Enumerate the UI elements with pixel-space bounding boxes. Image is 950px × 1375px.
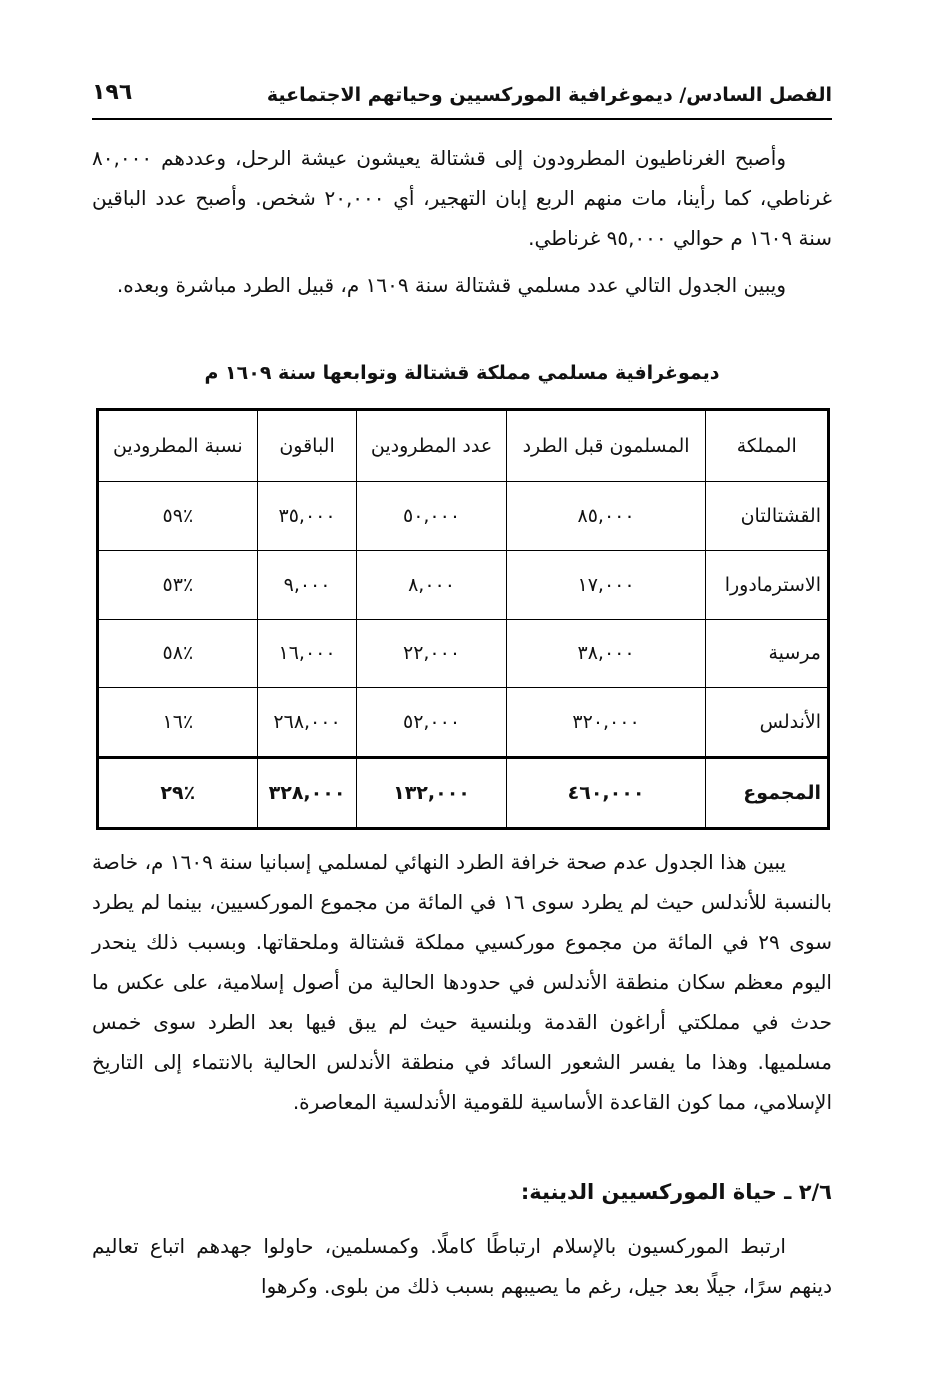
table-header-row [98,410,829,482]
cell-muslims-before: ١٧,٠٠٠ [506,550,706,619]
table-caption: ديموغرافية مسلمي مملكة قشتالة وتوابعها سنة ١٦٠٩ م [204,362,720,384]
header-kingdom: المملكة [706,410,829,482]
cell-kingdom: الأندلس [706,688,829,758]
table-row [98,550,829,619]
header-expelled: عدد المطرودين [357,410,506,482]
cell-remaining: ١٦,٠٠٠ [257,619,357,688]
cell-kingdom: القشتالتان [706,482,829,551]
cell-muslims-before: ٣٢٠,٠٠٠ [506,688,706,758]
table-row [98,482,829,551]
analysis-paragraph: يبين هذا الجدول عدم صحة خرافة الطرد النهائي لمسلمي إسبانيا سنة ١٦٠٩ م، خاصة بالنسبة للأندلس حيث لم يطرد سوى ١٦ في المائة من مجموع الموركسيين، بينما لم يطرد سوى ٢٩ في المائة من مجموع موركسيي مملكة قشتالة وملحقاتها. وبسبب ذلك ينحدر اليوم معظم سكان منطقة الأندلس في حدودها الحالية من أصول إسلامية، على عكس ما حدث في مملكتي أراغون القدمة وبلنسية حيث لم يبق فيها بعد الطرد سوى خمس مسلميها. وهذا ما يفسر الشعور السائد في منطقة الأندلس الحالية بالانتماء إلى التاريخ الإسلامي، مما كون القاعدة الأساسية للقومية الأندلسية المعاصرة. [92,850,832,1114]
cell-muslims-before: ٨٥,٠٠٠ [506,482,706,551]
cell-kingdom: الاسترمادورا [706,550,829,619]
intro-paragraph-1: وأصبح الغرناطيون المطرودون إلى قشتالة يعيشون عيشة الرحل، وعددهم ٨٠,٠٠٠ غرناطي، كما رأينا، مات منهم الربع إبان التهجير، أي ٢٠,٠٠٠ شخص. وأصبح عدد الباقين سنة ١٦٠٩ م حوالي ٩٥,٠٠٠ غرناطي. [92,146,832,250]
cell-remaining: ٢٦٨,٠٠٠ [257,688,357,758]
cell-total-expelled: ١٣٢,٠٠٠ [357,758,506,829]
demography-table [96,408,830,830]
header-muslims-before: المسلمون قبل الطرد [506,410,706,482]
cell-expelled-percent: ٪٥٩ [98,482,258,551]
cell-total-muslims-before: ٤٦٠,٠٠٠ [506,758,706,829]
table-row [98,619,829,688]
cell-expelled: ٨,٠٠٠ [357,550,506,619]
cell-total-remaining: ٣٢٨,٠٠٠ [257,758,357,829]
cell-remaining: ٩,٠٠٠ [257,550,357,619]
table-total-row [98,758,829,829]
running-header [92,82,832,120]
cell-remaining: ٣٥,٠٠٠ [257,482,357,551]
cell-muslims-before: ٣٨,٠٠٠ [506,619,706,688]
header-remaining: الباقون [257,410,357,482]
cell-expelled: ٢٢,٠٠٠ [357,619,506,688]
cell-total-expelled-percent: ٪٢٩ [98,758,258,829]
header-expelled-percent: نسبة المطرودين [98,410,258,482]
cell-expelled-percent: ٪٥٨ [98,619,258,688]
section-paragraph: ارتبط الموركسيون بالإسلام ارتباطًا كاملًا. وكمسلمين، حاولوا جهدهم اتباع تعاليم دينهم سرًا، جيلًا بعد جيل، رغم ما يصيبهم بسبب ذلك من بلوى. وكرهوا [92,1234,832,1298]
cell-kingdom: مرسية [706,619,829,688]
cell-total-label: المجموع [706,758,829,829]
intro-paragraph-2: ويبين الجدول التالي عدد مسلمي قشتالة سنة ١٦٠٩ م، قبيل الطرد مباشرة وبعده. [116,273,786,297]
cell-expelled: ٥٠,٠٠٠ [357,482,506,551]
cell-expelled-percent: ٪١٦ [98,688,258,758]
table-row [98,688,829,758]
section-heading: ٢/٦ ـ حياة الموركسيين الدينية: [520,1180,832,1204]
page-number: ١٩٦ [92,80,133,105]
cell-expelled-percent: ٪٥٣ [98,550,258,619]
cell-expelled: ٥٢,٠٠٠ [357,688,506,758]
chapter-title: الفصل السادس/ ديموغرافية الموركسيين وحياتهم الاجتماعية [266,84,832,106]
